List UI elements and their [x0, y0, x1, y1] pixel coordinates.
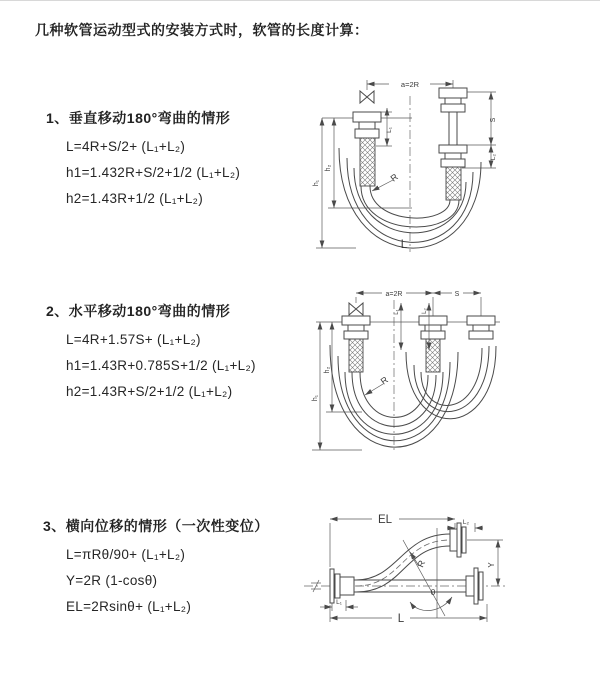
dim-l-label: L — [397, 613, 405, 625]
dim-h2-label: h₂ — [324, 366, 331, 374]
braided-hose — [360, 138, 375, 186]
section-3-heading: 3、横向位移的情形（一次性变位） — [43, 518, 269, 534]
formula-line: Y=2R (1-cosθ) — [66, 573, 158, 588]
dim-s-label: S — [490, 117, 497, 123]
dim-a2r-label: a=2R — [385, 291, 403, 298]
diagram-horizontal-180-bend — [303, 281, 600, 461]
formula-line: h1=1.43R+0.785S+1/2 (L₁+L₂) — [66, 358, 256, 373]
dim-y-label: Y — [487, 562, 496, 568]
hose-s-curve — [356, 534, 450, 592]
formula-line: L=πRθ/90+ (L₁+L₂) — [66, 547, 186, 562]
dim-h2-label: h₂ — [325, 164, 332, 172]
dim-l1-label: L₁ — [336, 599, 342, 606]
formula-line: EL=2Rsinθ+ (L₁+L₂) — [66, 599, 192, 614]
dim-l1-label: L₁ — [386, 127, 393, 133]
left-fitting — [353, 112, 381, 186]
page-title: 几种软管运动型式的安装方式时，软管的长度计算： — [35, 22, 369, 38]
middle-fitting — [419, 316, 447, 372]
angle-arc — [410, 597, 452, 611]
left-flange — [330, 569, 354, 603]
section-3-formulas — [66, 546, 191, 624]
left-fitting — [342, 316, 370, 372]
right-fitting — [439, 88, 467, 200]
radius-label: R — [388, 171, 400, 184]
dim-h1-label: h₁ — [313, 179, 320, 187]
radius-label: R — [415, 558, 428, 569]
section-2-formulas — [66, 331, 256, 409]
formula-line: L=4R+1.57S+ (L₁+L₂) — [66, 332, 201, 347]
formula-line: h2=1.43R+1/2 (L₁+L₂) — [66, 191, 204, 206]
page-edge-divider — [0, 0, 600, 1]
dim-l1-label: L₁ — [394, 309, 400, 315]
right-flange-original — [466, 568, 483, 604]
right-fitting — [467, 316, 495, 339]
valve-icon — [349, 303, 363, 315]
dim-el-label: EL — [377, 514, 393, 526]
dim-l2-label: L₂ — [422, 308, 428, 314]
formula-line: h2=1.43R+S/2+1/2 (L₁+L₂) — [66, 384, 233, 399]
braided-hose — [446, 167, 461, 200]
dim-l2-label: L₂ — [462, 519, 470, 526]
hose-curves-shifted — [406, 346, 496, 419]
dim-s-label: S — [454, 291, 460, 298]
diagram-lateral-displacement — [296, 496, 600, 668]
diagram-vertical-180-bend — [308, 66, 600, 266]
formula-line: h1=1.432R+S/2+1/2 (L₁+L₂) — [66, 165, 241, 180]
section-1-heading: 1、垂直移动180°弯曲的情形 — [46, 110, 231, 126]
section-2-heading: 2、水平移动180°弯曲的情形 — [46, 303, 231, 319]
section-1-formulas — [66, 138, 240, 216]
length-label: L — [400, 239, 408, 251]
formula-line: L=4R+S/2+ (L₁+L₂) — [66, 139, 186, 154]
dim-a2r-label: a=2R — [400, 80, 420, 89]
valve-icon — [360, 91, 374, 103]
radius-label: R — [378, 374, 390, 387]
dim-h1-label: h₁ — [312, 394, 319, 402]
angle-label: θ — [430, 587, 436, 597]
dim-l2-label: L₂ — [490, 153, 497, 161]
